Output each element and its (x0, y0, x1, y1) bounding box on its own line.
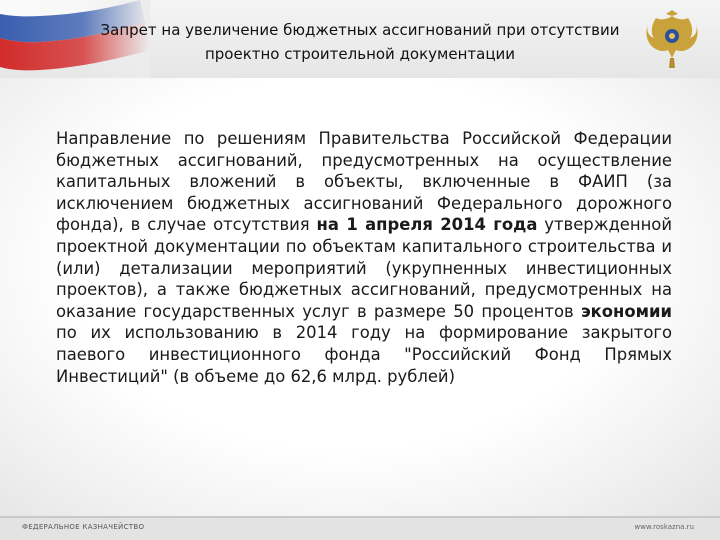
body-bold-economy: экономии (580, 301, 672, 321)
slide-footer (0, 516, 720, 540)
footer-website-link[interactable]: www.roskazna.ru (634, 523, 694, 531)
footer-organization: ФЕДЕРАЛЬНОЕ КАЗНАЧЕЙСТВО (22, 523, 145, 531)
title-line-1: Запрет на увеличение бюджетных ассигнований при отсутствии (100, 21, 620, 39)
treasury-emblem-icon (644, 10, 700, 70)
body-text-part-3: по их использованию в 2014 году на формирование закрытого паевого инвестиционного фонда "Российский Фонд Прямых Инвестиций" (в объеме до 62,6 млрд. рублей) (56, 323, 672, 386)
title-line-2: проектно строительной документации (204, 45, 516, 63)
body-bold-date: на 1 апреля 2014 года (316, 215, 538, 235)
body-paragraph (56, 128, 672, 387)
body-text-part-1: Направление по решениям Правительства Российской Федерации бюджетных ассигнований, предусмотренных на осуществление капитальных вложений в объекты, включенные в ФАИП (за исключением бюджетных ассигнований Федерального дорожного фонда), в случае отсутствия (56, 129, 672, 235)
slide-title (80, 18, 640, 66)
body-text-part-2: утвержденной проектной документации по объектам капитального строительства и (или) детализации мероприятий (укрупненных инвестиционных проектов), а также бюджетных ассигнований, предусмотренных на оказание государственных услуг в размере 50 процентов (56, 215, 672, 321)
slide-header (0, 0, 720, 79)
footer-divider (0, 516, 720, 518)
